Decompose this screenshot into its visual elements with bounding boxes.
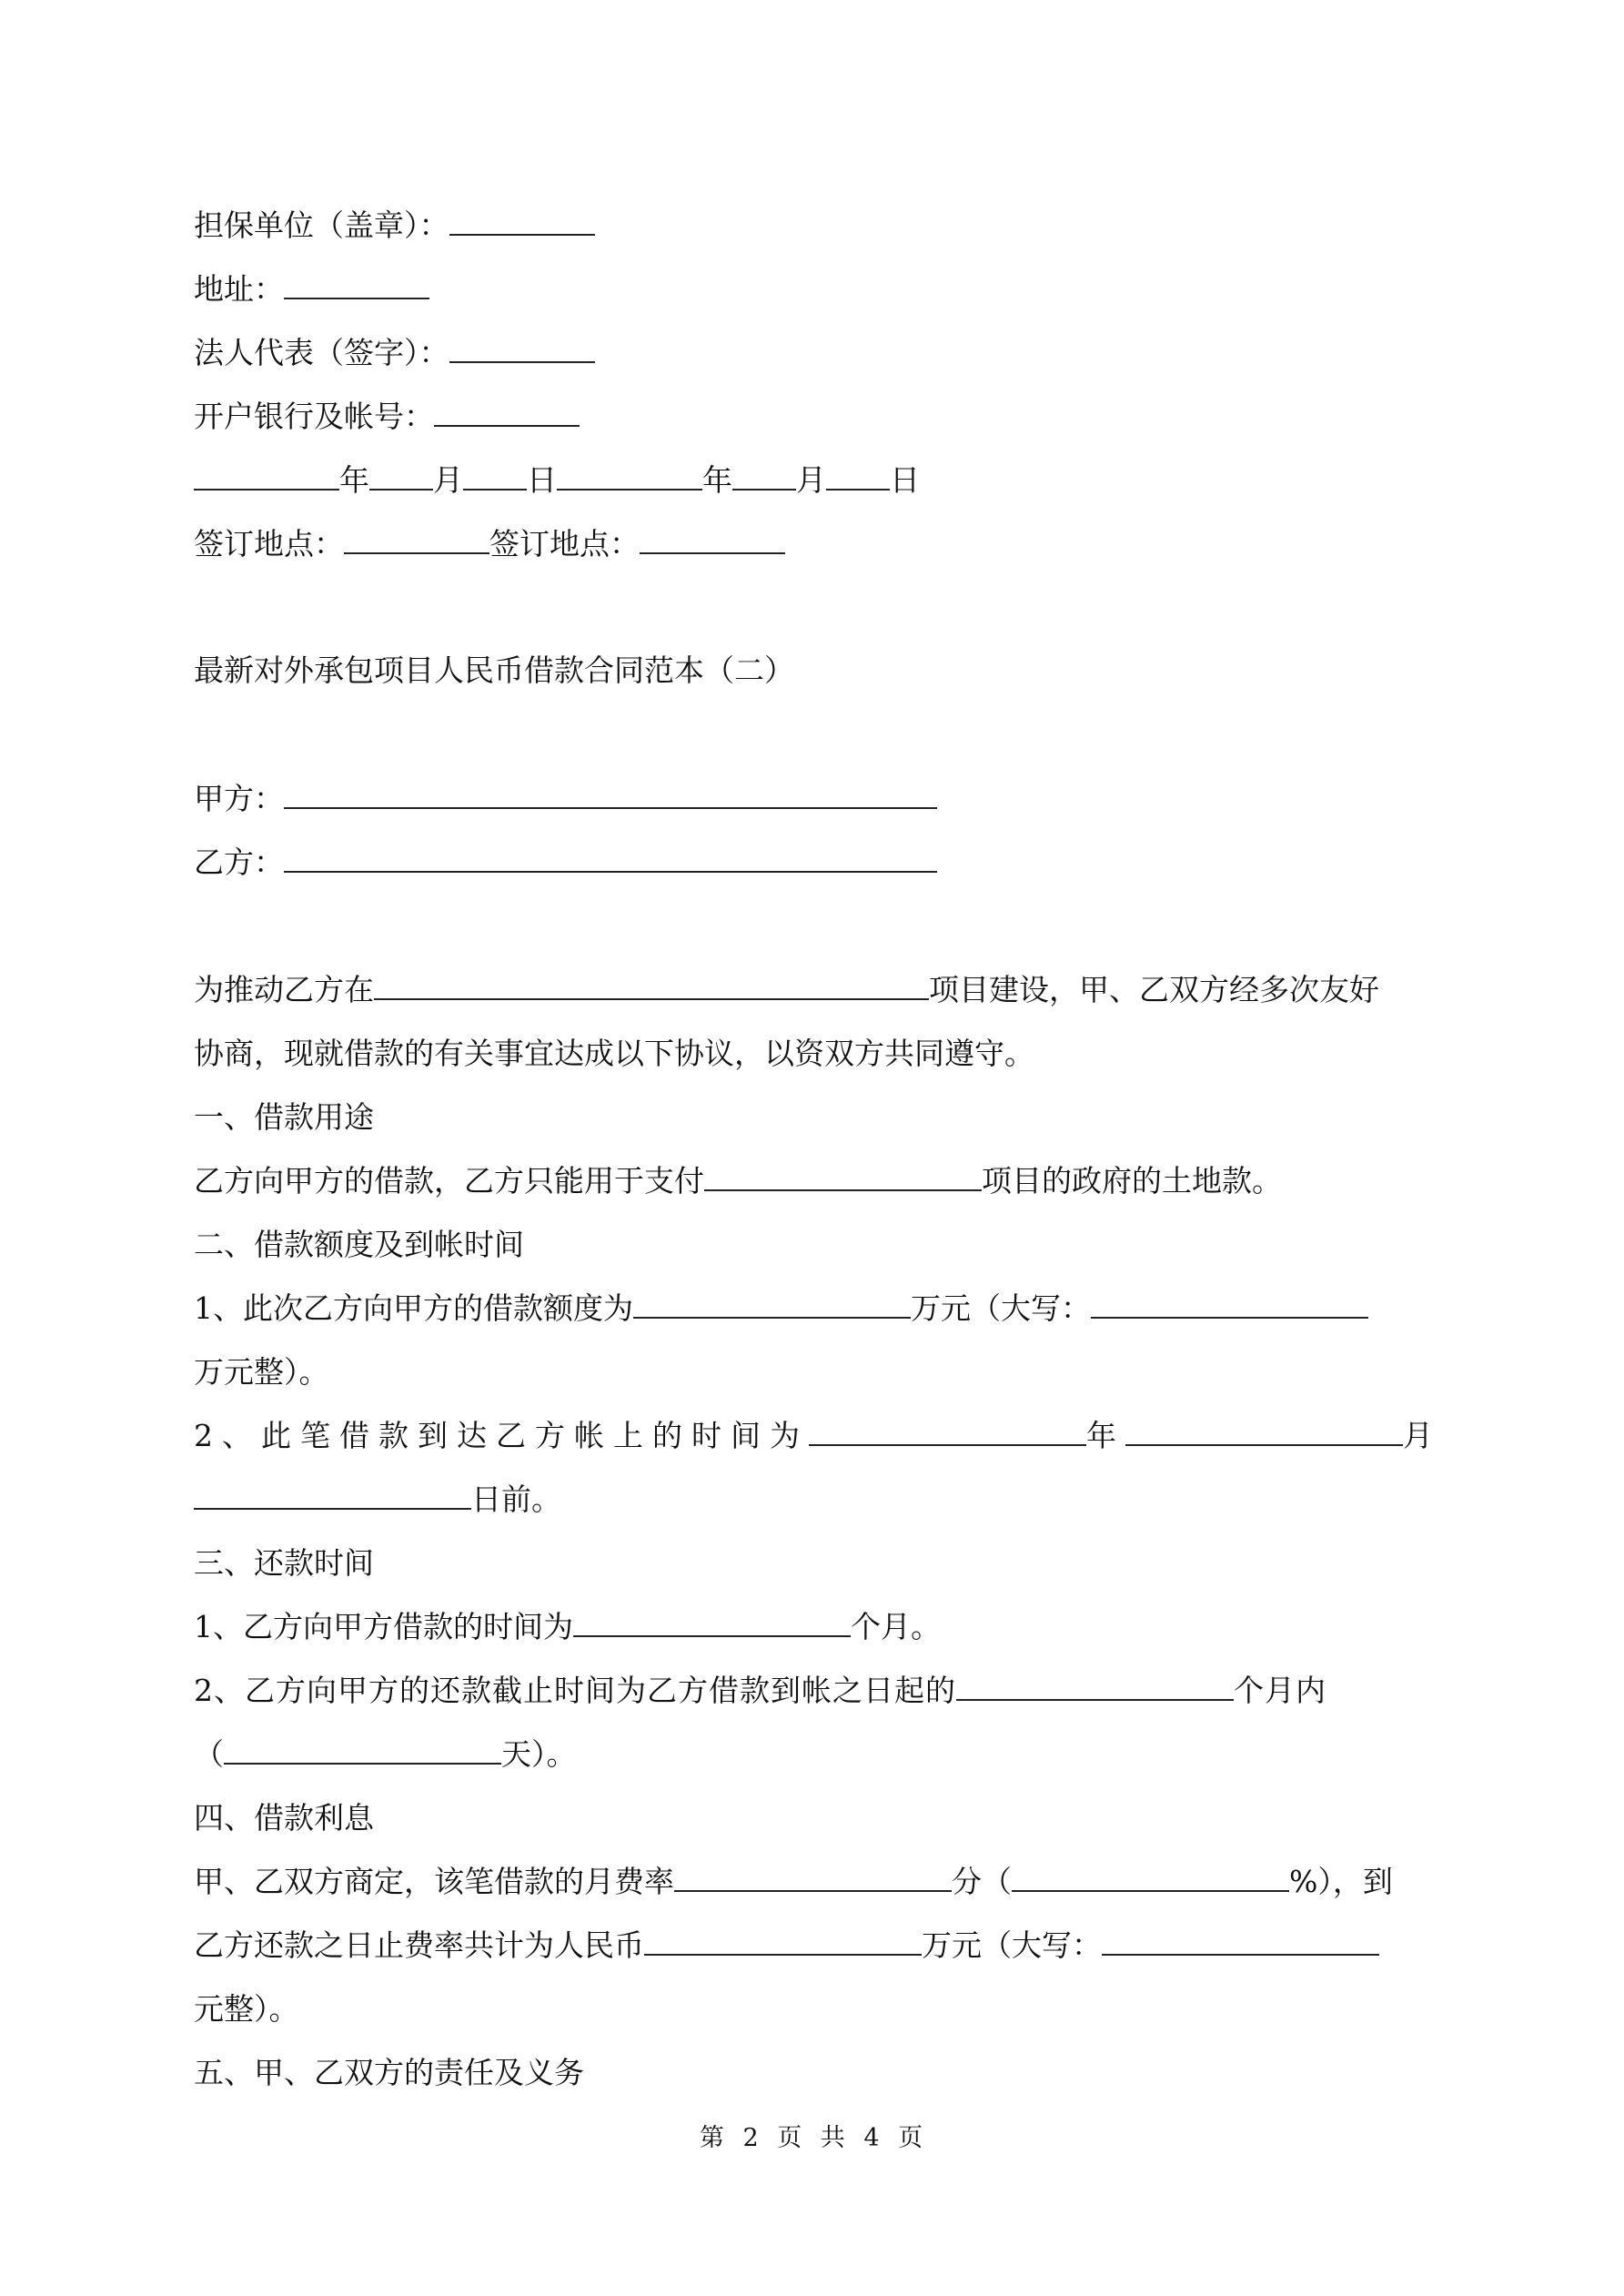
section-4-text-e: 万元（大写： [922, 1927, 1102, 1963]
section-3-item-2 [194, 1671, 1326, 1711]
date-day-blank-2[interactable] [826, 461, 890, 491]
repayment-days-blank[interactable] [224, 1735, 501, 1765]
loan-amount-blank[interactable] [633, 1290, 911, 1319]
section-4-text-d: 乙方还款之日止费率共计为人民币 [194, 1927, 644, 1963]
arrival-day-blank[interactable] [194, 1481, 471, 1510]
party-b-label: 乙方： [194, 845, 284, 880]
date-month-label-2: 月 [796, 462, 826, 498]
section-2-item-1 [194, 1289, 1368, 1329]
signing-place-label-1: 签订地点： [194, 526, 344, 561]
section-4-text-c: %），到 [1289, 1864, 1393, 1899]
paren-open: （ [194, 1736, 224, 1772]
party-a-line [194, 779, 937, 819]
intro-text-2: 项目建设，甲、乙双方经多次友好 [929, 972, 1379, 1007]
arrival-year-label: 年 [1086, 1418, 1125, 1453]
date-day-blank-1[interactable] [463, 461, 527, 491]
section-4-para-1 [194, 1862, 1393, 1902]
intro-line-1 [194, 970, 1379, 1010]
intro-line-2: 协商，现就借款的有关事宜达成以下协议，以资双方共同遵守。 [194, 1036, 1034, 1071]
land-payment-project-blank[interactable] [704, 1162, 982, 1191]
section-1-heading: 一、借款用途 [194, 1099, 374, 1135]
party-a-label: 甲方： [194, 781, 284, 816]
bank-account-blank[interactable] [434, 398, 580, 427]
section-2-item-1-text-b: 万元（大写： [911, 1290, 1091, 1326]
date-year-blank-2[interactable] [557, 461, 702, 491]
section-3-item-1 [194, 1607, 941, 1647]
section-4-para-3: 元整）。 [194, 1991, 299, 2027]
section-4-heading: 四、借款利息 [194, 1800, 374, 1836]
guarantor-unit-line [194, 206, 595, 246]
section-2-item-2-cont [194, 1480, 561, 1520]
legal-rep-blank[interactable] [449, 334, 595, 363]
monthly-rate-blank[interactable] [674, 1863, 952, 1892]
bank-account-line [194, 397, 580, 437]
section-3-item-2-text-a: 2、乙方向甲方的还款截止时间为乙方借款到帐之日起的 [194, 1673, 956, 1708]
section-1-text-a: 乙方向甲方的借款，乙方只能用于支付 [194, 1163, 704, 1199]
guarantor-unit-label: 担保单位（盖章）： [194, 207, 449, 243]
arrival-month-label: 月 [1403, 1418, 1442, 1453]
arrival-year-blank[interactable] [809, 1417, 1086, 1446]
date-line [194, 460, 920, 501]
section-2-item-2-text-c: 日前。 [471, 1482, 561, 1517]
date-month-blank-1[interactable] [369, 461, 433, 491]
section-2-item-1-text-a: 1、此次乙方向甲方的借款额度为 [194, 1290, 633, 1326]
loan-amount-capital-blank[interactable] [1091, 1290, 1368, 1319]
section-4-para-2 [194, 1926, 1379, 1966]
project-name-blank[interactable] [374, 971, 929, 1000]
section-3-item-2-text-b: 个月内 [1234, 1673, 1326, 1708]
section-5-heading: 五、甲、乙双方的责任及义务 [194, 2055, 584, 2090]
section-3-item-2-cont [194, 1735, 577, 1775]
party-b-blank[interactable] [284, 844, 937, 873]
intro-text-1: 为推动乙方在 [194, 972, 374, 1007]
date-month-blank-2[interactable] [732, 461, 796, 491]
section-2-heading: 二、借款额度及到帐时间 [194, 1227, 524, 1262]
date-month-label-1: 月 [433, 462, 463, 498]
signing-place-line [194, 524, 785, 564]
section-3-item-1-text-a: 1、乙方向甲方借款的时间为 [194, 1609, 573, 1644]
date-year-blank-1[interactable] [194, 461, 339, 491]
section-2-item-2-text-a: 2、此笔借款到达乙方帐上的时间为 [194, 1418, 809, 1453]
arrival-month-blank[interactable] [1125, 1417, 1403, 1446]
legal-rep-line [194, 333, 595, 373]
section-3-item-1-text-b: 个月。 [851, 1609, 941, 1644]
total-fee-capital-blank[interactable] [1102, 1927, 1379, 1956]
section-2-item-1-cont: 万元整）。 [194, 1354, 329, 1390]
address-blank[interactable] [284, 270, 429, 299]
contract-title: 最新对外承包项目人民币借款合同范本（二） [194, 652, 794, 688]
section-3-item-2-text-c: 天）。 [501, 1736, 577, 1772]
signing-place-label-2: 签订地点： [489, 526, 640, 561]
total-fee-blank[interactable] [644, 1927, 922, 1956]
legal-rep-label: 法人代表（签字）： [194, 335, 449, 370]
section-2-item-2 [194, 1416, 1442, 1456]
address-label: 地址： [194, 271, 284, 307]
section-4-text-a: 甲、乙双方商定，该笔借款的月费率 [194, 1864, 674, 1899]
section-4-text-b: 分（ [952, 1864, 1012, 1899]
date-year-label-2: 年 [702, 462, 732, 498]
date-year-label-1: 年 [339, 462, 369, 498]
address-line [194, 269, 429, 309]
signing-place-blank-2[interactable] [640, 525, 785, 554]
guarantor-unit-blank[interactable] [449, 207, 595, 236]
section-3-heading: 三、还款时间 [194, 1545, 374, 1581]
repayment-months-blank[interactable] [956, 1672, 1234, 1701]
date-day-label-2: 日 [890, 462, 920, 498]
section-1-text-b: 项目的政府的土地款。 [982, 1163, 1282, 1199]
party-a-blank[interactable] [284, 780, 937, 809]
signing-place-blank-1[interactable] [344, 525, 489, 554]
bank-account-label: 开户银行及帐号： [194, 399, 434, 434]
page-indicator: 第 2 页 共 4 页 [699, 2124, 925, 2152]
monthly-rate-percent-blank[interactable] [1012, 1863, 1289, 1892]
section-1-para [194, 1161, 1282, 1201]
party-b-line [194, 843, 937, 883]
date-day-label-1: 日 [527, 462, 557, 498]
loan-term-months-blank[interactable] [573, 1608, 851, 1637]
